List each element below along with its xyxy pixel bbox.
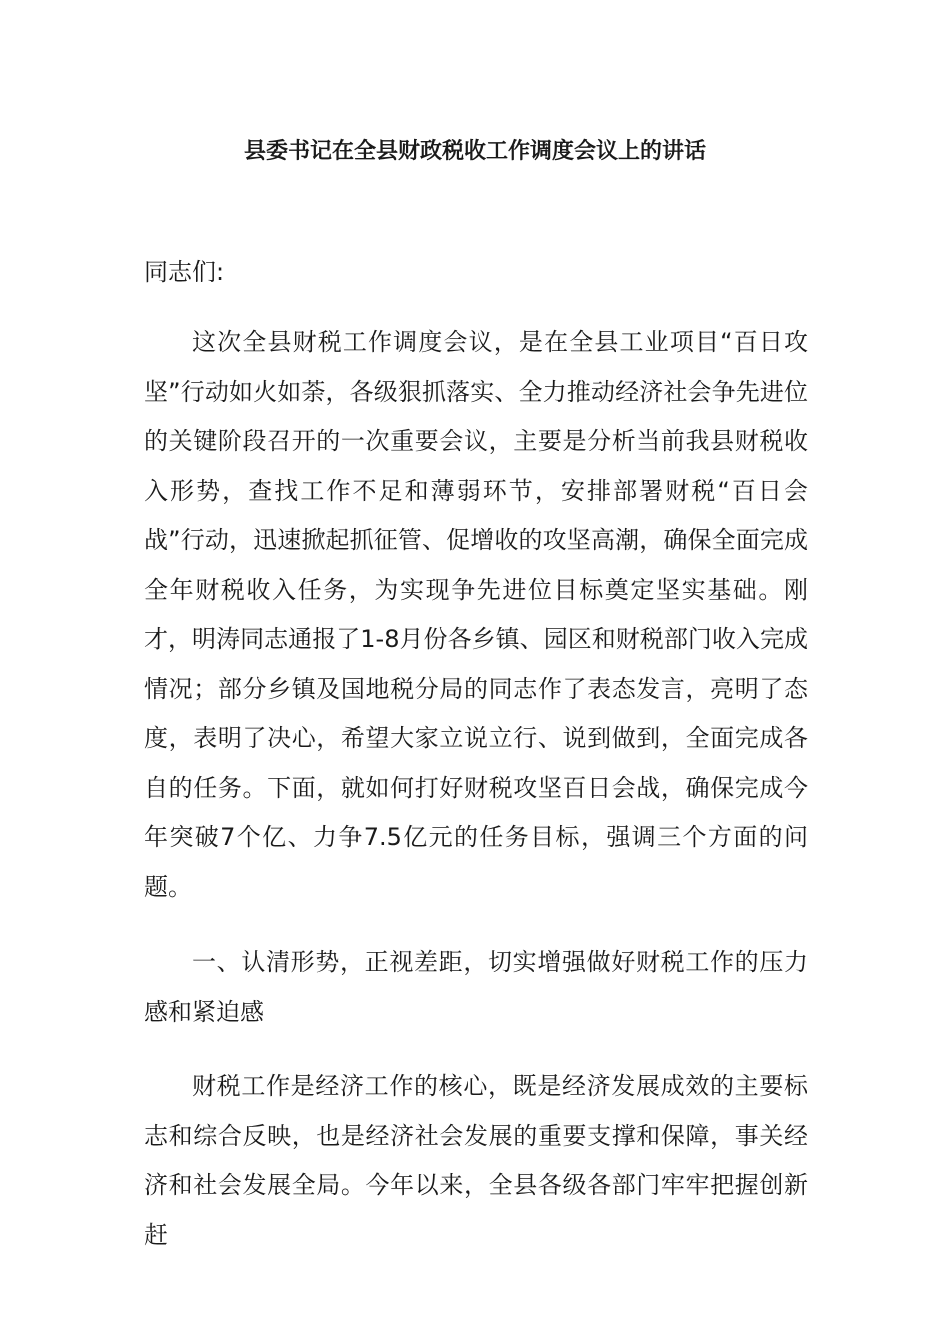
section-heading-text: 一、认清形势，正视差距，切实增强做好财税工作的压力感和紧迫感: [144, 948, 808, 1026]
greeting: 同志们:: [144, 258, 225, 286]
paragraph-text: 财税工作是经济工作的核心，既是经济发展成效的主要标志和综合反映，也是经济社会发展的重要支撑和保障，事关经济和社会发展全局。今年以来，全县各级各部门牢牢把握创新赶: [144, 1072, 808, 1249]
section-heading-1: [144, 938, 808, 1037]
paragraph-text: 这次全县财税工作调度会议，是在全县工业项目“百日攻坚”行动如火如荼，各级狠抓落实、全力推动经济社会争先进位的关键阶段召开的一次重要会议，主要是分析当前我县财税收入形势，查找工作不足和薄弱环节，安排部署财税“百日会战”行动，迅速掀起抓征管、促增收的攻坚高潮，确保全面完成全年财税收入任务，为实现争先进位目标奠定坚实基础。刚才，明涛同志通报了1-8月份各乡镇、园区和财税部门收入完成情况；部分乡镇及国地税分局的同志作了表态发言，亮明了态度，表明了决心，希望大家立说立行、说到做到，全面完成各自的任务。下面，就如何打好财税攻坚百日会战，确保完成今年突破7个亿、力争7.5亿元的任务目标，强调三个方面的问题。: [144, 328, 808, 901]
paragraph-intro: [144, 318, 808, 912]
paragraph-section-1: [144, 1062, 808, 1260]
document-title: 县委书记在全县财政税收工作调度会议上的讲话: [243, 139, 706, 164]
